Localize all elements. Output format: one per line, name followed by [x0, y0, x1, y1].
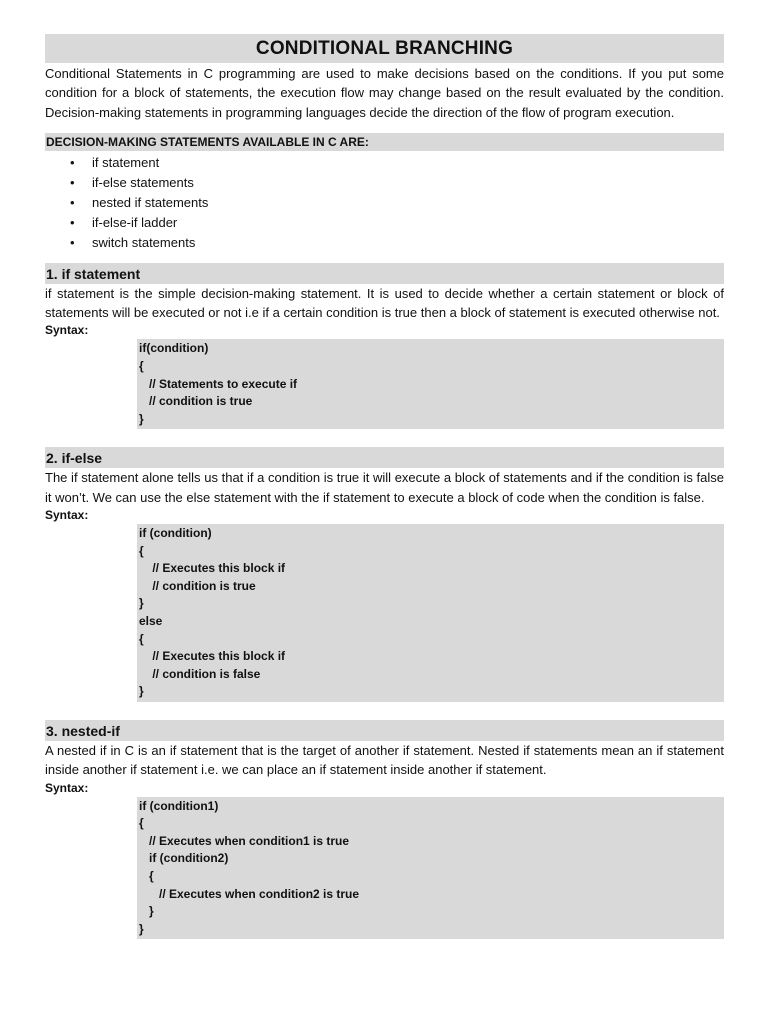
syntax-label: Syntax:: [45, 780, 89, 795]
code-line: {: [139, 631, 144, 646]
list-item: [45, 233, 724, 253]
section-heading: 2. if-else: [45, 447, 724, 468]
section-paragraph: A nested if in C is an if statement that is the target of another if statement. Nested if statements mean an if statement inside another if statement i.e. we can place an if statement inside another if statement.: [45, 742, 724, 778]
section-if-else: [45, 447, 724, 702]
section-heading: 3. nested-if: [45, 720, 724, 741]
list-item: [45, 173, 724, 193]
document-page: [45, 34, 724, 939]
code-line: // Executes when condition1 is true: [139, 833, 350, 848]
code-line: if (condition1): [139, 798, 219, 813]
section-paragraph: if statement is the simple decision-making statement. It is used to decide whether a certain statement or block of statements will be executed or not i.e if a certain condition is true then a block of statement is executed otherwise not.: [45, 285, 724, 321]
bullet-icon: •: [70, 234, 75, 250]
code-line: // Statements to execute if: [139, 376, 298, 391]
intro-paragraph: Conditional Statements in C programming are used to make decisions based on the conditions. If you put some condition for a block of statements, the execution flow may change based on the result evaluated by the condition. Decision-making statements in programming languages decide the direction of the flow of program execution.: [45, 66, 724, 120]
bullet-icon: •: [70, 154, 75, 170]
code-line: }: [139, 684, 144, 699]
section-heading: 1. if statement: [45, 263, 724, 284]
code-line: // Executes when condition2 is true: [139, 886, 360, 901]
code-line: // condition is true: [139, 394, 253, 409]
code-line: if (condition): [139, 526, 212, 541]
code-line: // Executes this block if: [139, 561, 286, 576]
bullet-icon: •: [70, 174, 75, 190]
code-line: {: [139, 868, 154, 883]
list-item-label: if-else statements: [92, 174, 194, 190]
code-line: {: [139, 816, 144, 831]
code-block: [137, 524, 724, 702]
statements-list: [45, 153, 724, 253]
code-line: }: [139, 904, 154, 919]
list-item: [45, 213, 724, 233]
code-line: // condition is true: [139, 578, 256, 593]
code-line: // Executes this block if: [139, 649, 286, 664]
bullet-icon: •: [70, 214, 75, 230]
page-title: CONDITIONAL BRANCHING: [45, 34, 724, 63]
bullet-icon: •: [70, 194, 75, 210]
list-item-label: if statement: [92, 154, 160, 170]
code-line: if (condition2): [139, 851, 229, 866]
syntax-label: Syntax:: [45, 323, 89, 338]
code-line: if(condition): [139, 341, 209, 356]
section-if-statement: [45, 263, 724, 430]
list-item-label: nested if statements: [92, 194, 209, 210]
code-block: [137, 339, 724, 429]
list-item: [45, 193, 724, 213]
code-line: else: [139, 614, 163, 629]
code-line: {: [139, 543, 144, 558]
section-paragraph: The if statement alone tells us that if a condition is true it will execute a block of statements and if the condition is false it won’t. We can use the else statement with the if statement to execute a block of code when the condition is false.: [45, 470, 724, 505]
syntax-label: Syntax:: [45, 508, 89, 523]
list-item-label: if-else-if ladder: [92, 214, 178, 230]
code-line: }: [139, 411, 144, 426]
code-line: {: [139, 359, 144, 374]
code-line: // condition is false: [139, 666, 261, 681]
code-block: [137, 797, 724, 940]
section-nested-if: [45, 720, 724, 939]
statements-heading: DECISION-MAKING STATEMENTS AVAILABLE IN C ARE:: [45, 133, 724, 151]
list-item-label: switch statements: [92, 234, 196, 250]
code-line: }: [139, 921, 144, 936]
code-line: }: [139, 596, 144, 611]
list-item: [45, 153, 724, 173]
